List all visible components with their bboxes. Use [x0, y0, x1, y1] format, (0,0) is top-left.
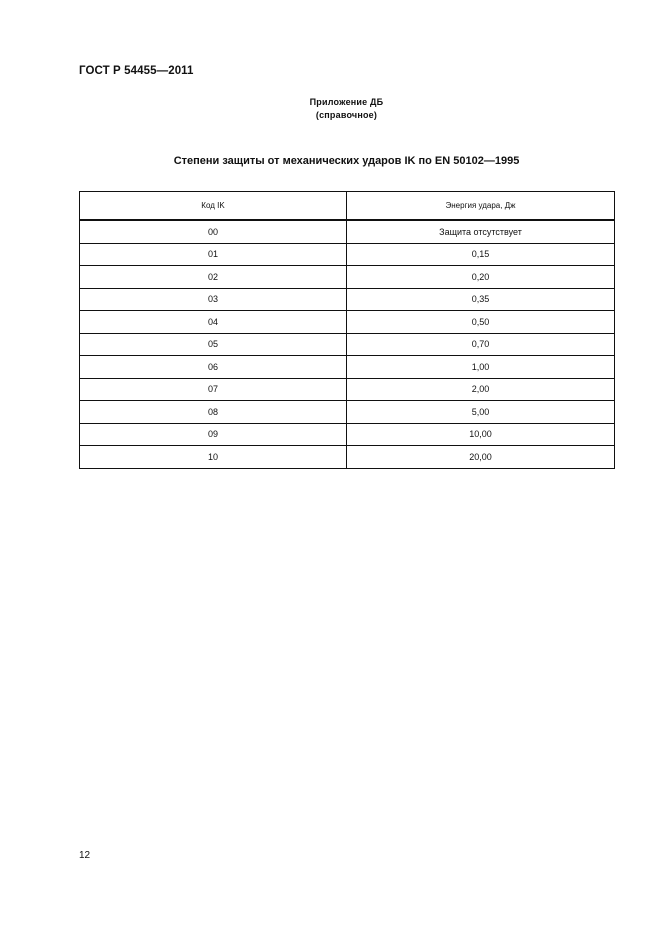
table-row	[80, 333, 615, 356]
impact-energy-cell: 0,35	[347, 288, 615, 311]
table-row	[80, 288, 615, 311]
ik-code-cell: 03	[80, 288, 347, 311]
table-row	[80, 220, 615, 243]
impact-energy-cell: 0,20	[347, 266, 615, 289]
appendix-subtitle: (справочное)	[315, 110, 378, 120]
appendix-title: Приложение ДБ	[309, 97, 384, 107]
table-title-text: Степени защиты от механических ударов IK по EN 50102—1995	[173, 155, 520, 167]
table-row	[80, 356, 615, 379]
table-row	[80, 446, 615, 469]
impact-energy-cell: Защита отсутствует	[347, 220, 615, 243]
ik-code-cell: 07	[80, 378, 347, 401]
table-row	[80, 423, 615, 446]
table-row	[80, 378, 615, 401]
ik-code-cell: 02	[80, 266, 347, 289]
impact-energy-cell: 5,00	[347, 401, 615, 424]
table-row	[80, 243, 615, 266]
impact-energy-cell: 20,00	[347, 446, 615, 469]
ik-code-cell: 06	[80, 356, 347, 379]
impact-energy-cell: 1,00	[347, 356, 615, 379]
document-code: ГОСТ Р 54455—2011	[79, 65, 194, 77]
ik-code-cell: 10	[80, 446, 347, 469]
ik-code-cell: 09	[80, 423, 347, 446]
ik-code-cell: 01	[80, 243, 347, 266]
table-header-row	[80, 192, 615, 221]
impact-energy-cell: 2,00	[347, 378, 615, 401]
ik-code-cell: 00	[80, 220, 347, 243]
impact-energy-cell: 0,15	[347, 243, 615, 266]
column-header-ik-code: Код IK	[80, 192, 347, 221]
impact-energy-cell: 10,00	[347, 423, 615, 446]
impact-energy-cell: 0,50	[347, 311, 615, 334]
ik-code-cell: 05	[80, 333, 347, 356]
ik-code-cell: 04	[80, 311, 347, 334]
appendix-heading	[0, 96, 661, 122]
impact-energy-cell: 0,70	[347, 333, 615, 356]
page-number: 12	[79, 850, 91, 861]
table-row	[80, 266, 615, 289]
ik-protection-table	[79, 191, 615, 469]
table-title	[0, 155, 661, 167]
table-row	[80, 311, 615, 334]
ik-code-cell: 08	[80, 401, 347, 424]
table-row	[80, 401, 615, 424]
column-header-impact-energy: Энергия удара, Дж	[347, 192, 615, 221]
